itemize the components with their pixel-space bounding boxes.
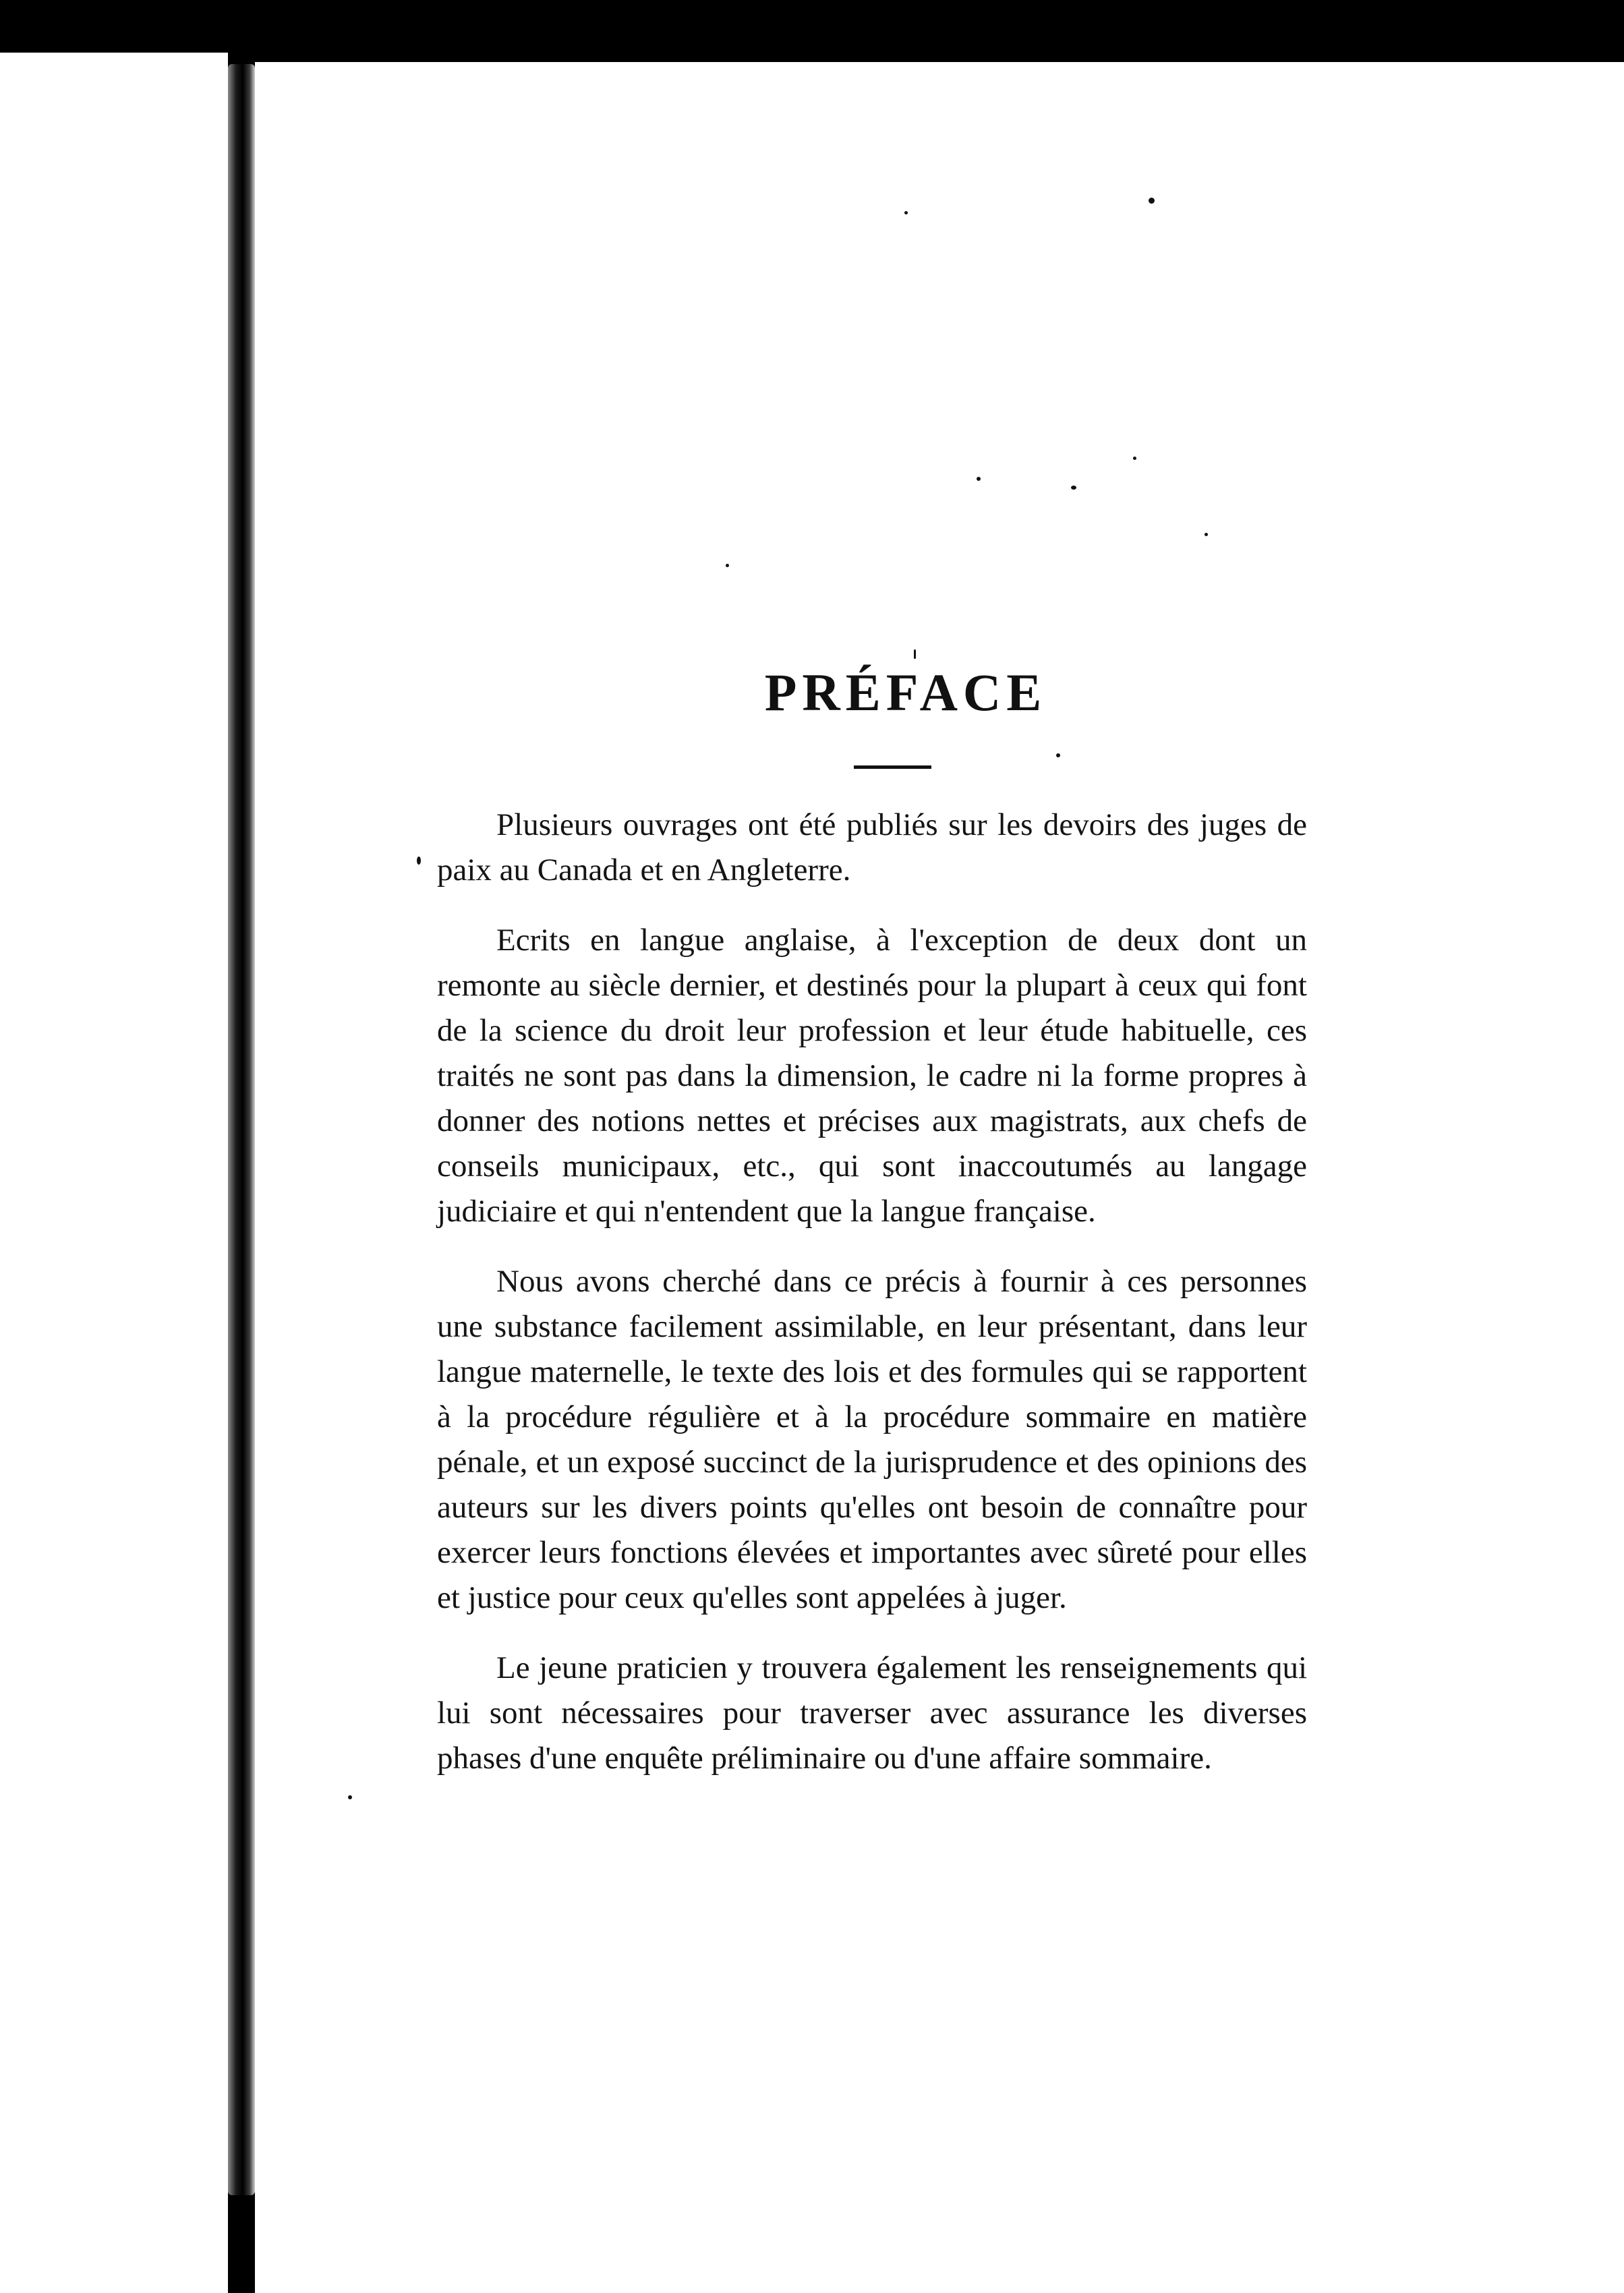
scan-speck xyxy=(1205,533,1208,536)
facing-page-margin xyxy=(0,53,228,2293)
scan-speck xyxy=(1056,753,1060,757)
scan-speck xyxy=(914,649,916,659)
scan-top-border xyxy=(0,0,1624,62)
scan-speck xyxy=(417,857,421,865)
scan-speck xyxy=(1071,486,1076,490)
scan-speck xyxy=(977,477,981,481)
scan-speck xyxy=(1149,198,1155,204)
scan-speck xyxy=(348,1795,352,1799)
binding-gutter xyxy=(228,64,255,2195)
scan-speck xyxy=(1133,457,1136,460)
paragraph-4: Le jeune praticien y trouvera également les renseignements qui lui sont nécessaires pour traverser avec assurance les diverses phases d'une enquête préliminaire ou d'une affaire sommaire. xyxy=(437,1650,1307,1776)
paragraph-3: Nous avons cherché dans ce précis à fournir à ces personnes une substance facilement assimilable, en leur présentant, dans leur langue maternelle, le texte des lois et des formules qui se rapportent à la procédure régulière et à la procédure sommaire en matière pénale, et un exposé succinct de la jurisprudence et des opinions des auteurs sur les divers points qu'elles ont besoin de connaître pour exercer leurs fonctions élevées et importantes avec sûreté pour elles et justice pour ceux qu'elles sont appelées à juger. xyxy=(437,1264,1307,1615)
scan-speck xyxy=(726,564,729,567)
title-rule xyxy=(854,765,931,769)
page-title: PRÉFACE xyxy=(764,663,1047,722)
preface-body xyxy=(437,803,1307,1806)
paragraph-1: Plusieurs ouvrages ont été publiés sur les devoirs des juges de paix au Canada et en Angleterre. xyxy=(437,807,1307,888)
paragraph-2: Ecrits en langue anglaise, à l'exception de deux dont un remonte au siècle dernier, et destinés pour la plupart à ceux qui font de la science du droit leur profession et leur étude habituelle, ces traités ne sont pas dans la dimension, le cadre ni la forme propres à donner des notions nettes et précises aux magistrats, aux chefs de conseils municipaux, etc., qui sont inaccoutumés au langage judiciaire et qui n'entendent que la langue française. xyxy=(437,923,1307,1229)
scan-speck xyxy=(904,211,908,214)
